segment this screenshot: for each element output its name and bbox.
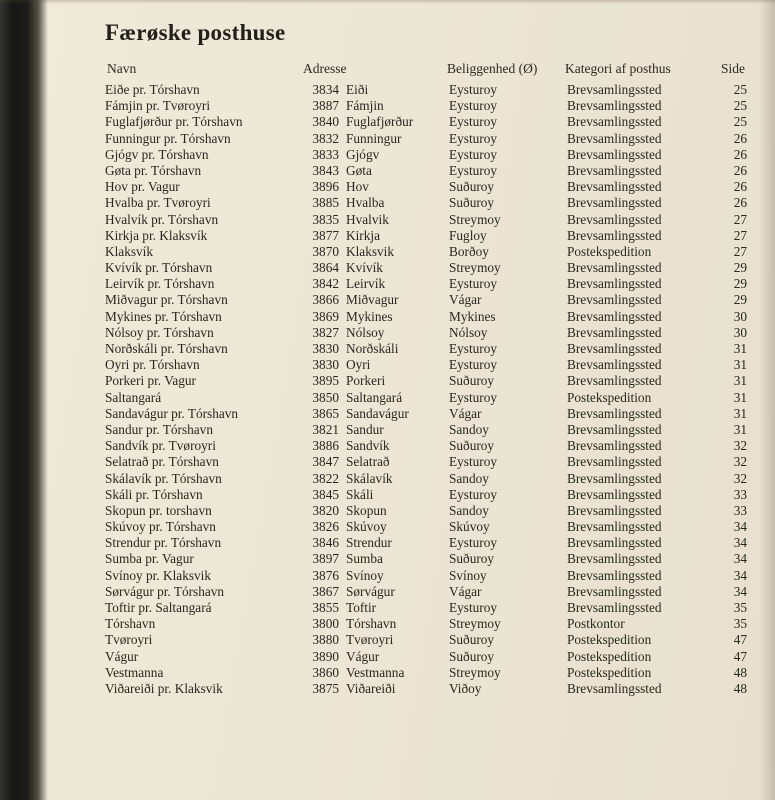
cell-adresse: Leirvík <box>346 276 386 292</box>
cell-adresse: Hvalba <box>346 195 385 211</box>
cell-kategori: Brevsamlingssted <box>567 551 662 567</box>
cell-kategori: Brevsamlingssted <box>567 535 662 551</box>
cell-beliggenhed: Eysturoy <box>449 146 498 162</box>
cell-navn: Kvívík pr. Tórshavn <box>105 260 213 276</box>
page-top-edge <box>0 0 775 4</box>
cell-navn: Vestmanna <box>105 664 164 680</box>
cell-adresse: Mykines <box>346 308 393 324</box>
table-row <box>0 422 775 438</box>
cell-adresse: Skáli <box>346 486 374 502</box>
cell-adresse: Sandvík <box>346 438 390 454</box>
cell-side: 29 <box>733 276 747 292</box>
cell-kategori: Brevsamlingssted <box>567 130 662 146</box>
cell-side: 25 <box>733 114 747 130</box>
cell-code: 3800 <box>312 616 339 632</box>
cell-beliggenhed: Sandoy <box>449 502 489 518</box>
cell-side: 30 <box>733 324 747 340</box>
cell-side: 31 <box>733 373 747 389</box>
cell-adresse: Eiði <box>346 82 369 97</box>
cell-side: 48 <box>733 664 747 680</box>
cell-kategori: Postkontor <box>567 616 625 632</box>
cell-navn: Hvalvík pr. Tórshavn <box>105 211 219 227</box>
cell-navn: Fuglafjørður pr. Tórshavn <box>105 114 243 130</box>
cell-kategori: Brevsamlingssted <box>567 438 662 454</box>
cell-beliggenhed: Suðuroy <box>449 373 495 389</box>
cell-kategori: Brevsamlingssted <box>567 195 662 211</box>
cell-side: 31 <box>733 421 747 437</box>
cell-beliggenhed: Eysturoy <box>449 341 498 356</box>
cell-navn: Leirvík pr. Tórshavn <box>105 276 215 292</box>
cell-kategori: Brevsamlingssted <box>567 373 662 389</box>
cell-beliggenhed: Borðoy <box>449 243 489 259</box>
column-header-navn: Navn <box>107 61 137 76</box>
cell-navn: Viðareiði pr. Klaksvik <box>105 680 223 696</box>
cell-adresse: Sumba <box>346 551 383 567</box>
table-row <box>0 438 775 454</box>
cell-side: 33 <box>733 502 747 518</box>
cell-code: 3826 <box>312 519 339 535</box>
cell-code: 3822 <box>312 470 339 486</box>
cell-code: 3865 <box>312 405 339 421</box>
cell-beliggenhed: Suðuroy <box>449 438 495 454</box>
cell-beliggenhed: Suðuroy <box>449 648 495 664</box>
cell-beliggenhed: Eysturoy <box>449 130 498 146</box>
table-row <box>0 600 775 616</box>
cell-side: 35 <box>733 600 747 615</box>
cell-code: 3876 <box>312 567 339 583</box>
cell-navn: Tórshavn <box>105 616 156 632</box>
table-row <box>0 147 775 163</box>
column-header-beliggenhed: Beliggenhed (Ø) <box>447 61 538 76</box>
cell-beliggenhed: Fugloy <box>449 227 487 243</box>
cell-kategori: Brevsamlingssted <box>567 82 662 97</box>
column-header-adresse: Adresse <box>303 61 347 76</box>
page-title: Færøske posthuse <box>105 20 286 45</box>
cell-navn: Porkeri pr. Vagur <box>105 373 196 389</box>
cell-kategori: Brevsamlingssted <box>567 146 662 162</box>
cell-beliggenhed: Eysturoy <box>449 82 498 97</box>
cell-kategori: Brevsamlingssted <box>567 179 662 195</box>
table-row <box>0 616 775 632</box>
cell-kategori: Brevsamlingssted <box>567 405 662 421</box>
table-row <box>0 131 775 147</box>
cell-side: 26 <box>733 179 747 195</box>
table-row <box>0 519 775 535</box>
cell-kategori: Brevsamlingssted <box>567 114 662 130</box>
cell-navn: Sandur pr. Tórshavn <box>105 421 213 437</box>
table-row <box>0 649 775 665</box>
cell-adresse: Klaksvik <box>346 243 395 259</box>
cell-adresse: Strendur <box>346 535 392 551</box>
cell-kategori: Postekspedition <box>567 648 652 664</box>
cell-beliggenhed: Eysturoy <box>449 276 498 292</box>
table-row <box>0 276 775 292</box>
table-row <box>0 568 775 584</box>
cell-beliggenhed: Streymoy <box>449 260 501 276</box>
cell-beliggenhed: Streymoy <box>449 664 501 680</box>
cell-code: 3890 <box>312 648 339 664</box>
cell-side: 26 <box>733 162 747 178</box>
cell-code: 3855 <box>312 600 339 615</box>
cell-code: 3830 <box>312 357 339 373</box>
cell-side: 47 <box>733 632 747 648</box>
cell-navn: Vágur <box>105 648 139 664</box>
cell-adresse: Nólsoy <box>346 324 385 340</box>
column-header-side: Side <box>720 61 745 76</box>
cell-adresse: Kirkja <box>346 227 380 243</box>
table-row <box>0 632 775 648</box>
cell-navn: Skáli pr. Tórshavn <box>105 486 203 502</box>
cell-side: 27 <box>733 227 747 243</box>
cell-code: 3821 <box>312 421 339 437</box>
cell-navn: Mykines pr. Tórshavn <box>105 308 222 324</box>
cell-beliggenhed: Vágar <box>449 583 482 599</box>
cell-beliggenhed: Suðuroy <box>449 195 495 211</box>
cell-kategori: Brevsamlingssted <box>567 583 662 599</box>
table-row <box>0 195 775 211</box>
cell-kategori: Brevsamlingssted <box>567 600 662 615</box>
cell-adresse: Tvøroyri <box>346 632 394 648</box>
cell-code: 3834 <box>312 82 339 97</box>
cell-side: 26 <box>733 130 747 146</box>
cell-code: 3847 <box>312 454 339 470</box>
cell-navn: Eiðe pr. Tórshavn <box>105 82 200 97</box>
cell-code: 3866 <box>312 292 339 308</box>
cell-adresse: Funningur <box>346 130 402 146</box>
cell-side: 32 <box>733 470 747 486</box>
cell-navn: Skúvoy pr. Tórshavn <box>105 519 216 535</box>
table-row <box>0 212 775 228</box>
cell-adresse: Fámjin <box>346 98 384 114</box>
cell-beliggenhed: Eysturoy <box>449 600 498 615</box>
cell-kategori: Brevsamlingssted <box>567 486 662 502</box>
cell-beliggenhed: Vágar <box>449 405 482 421</box>
cell-code: 3830 <box>312 341 339 356</box>
cell-code: 3869 <box>312 308 339 324</box>
cell-side: 31 <box>733 405 747 421</box>
cell-kategori: Brevsamlingssted <box>567 227 662 243</box>
cell-code: 3886 <box>312 438 339 454</box>
cell-navn: Saltangará <box>105 389 162 405</box>
cell-adresse: Viðareiði <box>346 680 396 696</box>
cell-kategori: Brevsamlingssted <box>567 260 662 276</box>
table-row <box>0 114 775 130</box>
cell-side: 27 <box>733 211 747 227</box>
cell-side: 26 <box>733 195 747 211</box>
cell-navn: Sørvágur pr. Tórshavn <box>105 583 225 599</box>
cell-side: 31 <box>733 389 747 405</box>
cell-kategori: Brevsamlingssted <box>567 162 662 178</box>
cell-side: 34 <box>733 551 747 567</box>
table-row <box>0 406 775 422</box>
table-row <box>0 357 775 373</box>
cell-navn: Sandvík pr. Tvøroyri <box>105 438 216 454</box>
cell-kategori: Postekspedition <box>567 664 652 680</box>
cell-kategori: Brevsamlingssted <box>567 324 662 340</box>
cell-beliggenhed: Eysturoy <box>449 114 498 130</box>
table-row <box>0 98 775 114</box>
cell-code: 3864 <box>312 260 339 276</box>
table-row <box>0 82 775 98</box>
cell-kategori: Brevsamlingssted <box>567 502 662 518</box>
table-row <box>0 309 775 325</box>
cell-navn: Strendur pr. Tórshavn <box>105 535 222 551</box>
cell-kategori: Brevsamlingssted <box>567 211 662 227</box>
cell-code: 3887 <box>312 98 339 114</box>
cell-adresse: Sandur <box>346 421 384 437</box>
cell-navn: Skálavík pr. Tórshavn <box>105 470 222 486</box>
cell-code: 3835 <box>312 211 339 227</box>
cell-beliggenhed: Sandoy <box>449 470 489 486</box>
cell-beliggenhed: Streymoy <box>449 211 501 227</box>
cell-code: 3846 <box>312 535 339 551</box>
cell-beliggenhed: Suðuroy <box>449 551 495 567</box>
cell-side: 47 <box>733 648 747 664</box>
cell-adresse: Norðskáli <box>346 341 399 356</box>
cell-side: 32 <box>733 438 747 454</box>
table-row <box>0 260 775 276</box>
cell-adresse: Hvalvik <box>346 211 389 227</box>
cell-side: 35 <box>733 616 747 632</box>
cell-side: 31 <box>733 357 747 373</box>
cell-kategori: Postekspedition <box>567 389 652 405</box>
cell-code: 3833 <box>312 146 339 162</box>
cell-side: 29 <box>733 292 747 308</box>
cell-navn: Funningur pr. Tórshavn <box>105 130 231 146</box>
cell-adresse: Sørvágur <box>346 583 395 599</box>
cell-beliggenhed: Eysturoy <box>449 357 498 373</box>
cell-beliggenhed: Svínoy <box>449 567 487 583</box>
cell-beliggenhed: Eysturoy <box>449 454 498 470</box>
cell-code: 3896 <box>312 179 339 195</box>
cell-navn: Gjógv pr. Tórshavn <box>105 146 209 162</box>
cell-navn: Selatrað pr. Tórshavn <box>105 454 219 470</box>
cell-side: 32 <box>733 454 747 470</box>
cell-side: 34 <box>733 583 747 599</box>
cell-side: 31 <box>733 341 747 356</box>
table-row <box>0 292 775 308</box>
cell-beliggenhed: Streymoy <box>449 616 501 632</box>
table-row <box>0 228 775 244</box>
cell-code: 3860 <box>312 664 339 680</box>
cell-adresse: Toftir <box>346 600 377 615</box>
cell-navn: Hov pr. Vagur <box>105 179 180 195</box>
cell-adresse: Svínoy <box>346 567 384 583</box>
cell-adresse: Sandavágur <box>346 405 409 421</box>
cell-beliggenhed: Eysturoy <box>449 486 498 502</box>
cell-kategori: Brevsamlingssted <box>567 421 662 437</box>
table-row <box>0 665 775 681</box>
cell-code: 3827 <box>312 324 339 340</box>
table-row <box>0 179 775 195</box>
cell-adresse: Selatrað <box>346 454 390 470</box>
cell-adresse: Skopun <box>346 502 387 518</box>
cell-kategori: Brevsamlingssted <box>567 470 662 486</box>
cell-kategori: Postekspedition <box>567 632 652 648</box>
cell-kategori: Brevsamlingssted <box>567 341 662 356</box>
cell-adresse: Fuglafjørður <box>346 114 414 130</box>
cell-kategori: Postekspedition <box>567 243 652 259</box>
cell-navn: Kirkja pr. Klaksvík <box>105 227 208 243</box>
cell-kategori: Brevsamlingssted <box>567 680 662 696</box>
cell-adresse: Kvívík <box>346 260 383 276</box>
cell-beliggenhed: Eysturoy <box>449 98 498 114</box>
cell-beliggenhed: Mykines <box>449 308 496 324</box>
table-row <box>0 325 775 341</box>
cell-side: 25 <box>733 82 747 97</box>
cell-code: 3870 <box>312 243 339 259</box>
cell-code: 3840 <box>312 114 339 130</box>
cell-adresse: Skúvoy <box>346 519 387 535</box>
cell-beliggenhed: Eysturoy <box>449 535 498 551</box>
table-row <box>0 163 775 179</box>
cell-navn: Miðvagur pr. Tórshavn <box>105 292 228 308</box>
cell-adresse: Porkeri <box>346 373 386 389</box>
cell-kategori: Brevsamlingssted <box>567 357 662 373</box>
cell-kategori: Brevsamlingssted <box>567 292 662 308</box>
table-body <box>0 82 775 697</box>
table-row <box>0 244 775 260</box>
cell-code: 3843 <box>312 162 339 178</box>
cell-navn: Nólsoy pr. Tórshavn <box>105 324 214 340</box>
table-row <box>0 341 775 357</box>
cell-adresse: Saltangará <box>346 389 403 405</box>
cell-navn: Svínoy pr. Klaksvik <box>105 567 212 583</box>
cell-adresse: Vestmanna <box>346 664 405 680</box>
cell-adresse: Gjógv <box>346 146 380 162</box>
cell-side: 33 <box>733 486 747 502</box>
cell-side: 48 <box>733 680 747 696</box>
cell-code: 3820 <box>312 502 339 518</box>
cell-adresse: Vágur <box>346 648 380 664</box>
cell-code: 3850 <box>312 389 339 405</box>
cell-navn: Tvøroyri <box>105 632 153 648</box>
table-row <box>0 390 775 406</box>
cell-navn: Hvalba pr. Tvøroyri <box>105 195 211 211</box>
cell-kategori: Brevsamlingssted <box>567 454 662 470</box>
cell-code: 3842 <box>312 276 339 292</box>
cell-side: 30 <box>733 308 747 324</box>
cell-navn: Klaksvík <box>105 243 154 259</box>
cell-adresse: Skálavík <box>346 470 393 486</box>
cell-code: 3885 <box>312 195 339 211</box>
cell-code: 3845 <box>312 486 339 502</box>
cell-side: 27 <box>733 243 747 259</box>
cell-adresse: Tórshavn <box>346 616 397 632</box>
cell-code: 3875 <box>312 680 339 696</box>
cell-navn: Oyri pr. Tórshavn <box>105 357 200 373</box>
cell-beliggenhed: Vágar <box>449 292 482 308</box>
cell-navn: Norðskáli pr. Tórshavn <box>105 341 228 356</box>
cell-code: 3832 <box>312 130 339 146</box>
cell-adresse: Hov <box>346 179 369 195</box>
cell-adresse: Miðvagur <box>346 292 399 308</box>
cell-kategori: Brevsamlingssted <box>567 567 662 583</box>
cell-beliggenhed: Suðuroy <box>449 632 495 648</box>
cell-kategori: Brevsamlingssted <box>567 308 662 324</box>
cell-navn: Skopun pr. torshavn <box>105 502 212 518</box>
cell-adresse: Oyri <box>346 357 371 373</box>
cell-kategori: Brevsamlingssted <box>567 276 662 292</box>
table-row <box>0 535 775 551</box>
table-row <box>0 454 775 470</box>
cell-side: 34 <box>733 519 747 535</box>
cell-navn: Sandavágur pr. Tórshavn <box>105 405 239 421</box>
cell-beliggenhed: Nólsoy <box>449 324 488 340</box>
cell-side: 25 <box>733 98 747 114</box>
cell-side: 29 <box>733 260 747 276</box>
cell-code: 3897 <box>312 551 339 567</box>
cell-beliggenhed: Viðoy <box>449 680 482 696</box>
table-row <box>0 373 775 389</box>
cell-navn: Fámjin pr. Tvøroyri <box>105 98 211 114</box>
table-row <box>0 487 775 503</box>
cell-code: 3880 <box>312 632 339 648</box>
cell-beliggenhed: Suðuroy <box>449 179 495 195</box>
cell-code: 3895 <box>312 373 339 389</box>
cell-code: 3867 <box>312 583 339 599</box>
table-row <box>0 551 775 567</box>
column-header-kategori: Kategori af posthus <box>565 61 671 76</box>
table-row <box>0 503 775 519</box>
cell-side: 26 <box>733 146 747 162</box>
cell-beliggenhed: Skúvoy <box>449 519 490 535</box>
cell-code: 3877 <box>312 227 339 243</box>
cell-side: 34 <box>733 535 747 551</box>
cell-kategori: Brevsamlingssted <box>567 519 662 535</box>
table-row <box>0 471 775 487</box>
cell-kategori: Brevsamlingssted <box>567 98 662 114</box>
cell-beliggenhed: Eysturoy <box>449 389 498 405</box>
cell-side: 34 <box>733 567 747 583</box>
cell-adresse: Gøta <box>346 162 372 178</box>
cell-navn: Sumba pr. Vagur <box>105 551 194 567</box>
cell-navn: Toftir pr. Saltangará <box>105 600 212 615</box>
cell-navn: Gøta pr. Tórshavn <box>105 162 202 178</box>
cell-beliggenhed: Sandoy <box>449 421 489 437</box>
cell-beliggenhed: Eysturoy <box>449 162 498 178</box>
table-row <box>0 681 775 697</box>
table-row <box>0 584 775 600</box>
